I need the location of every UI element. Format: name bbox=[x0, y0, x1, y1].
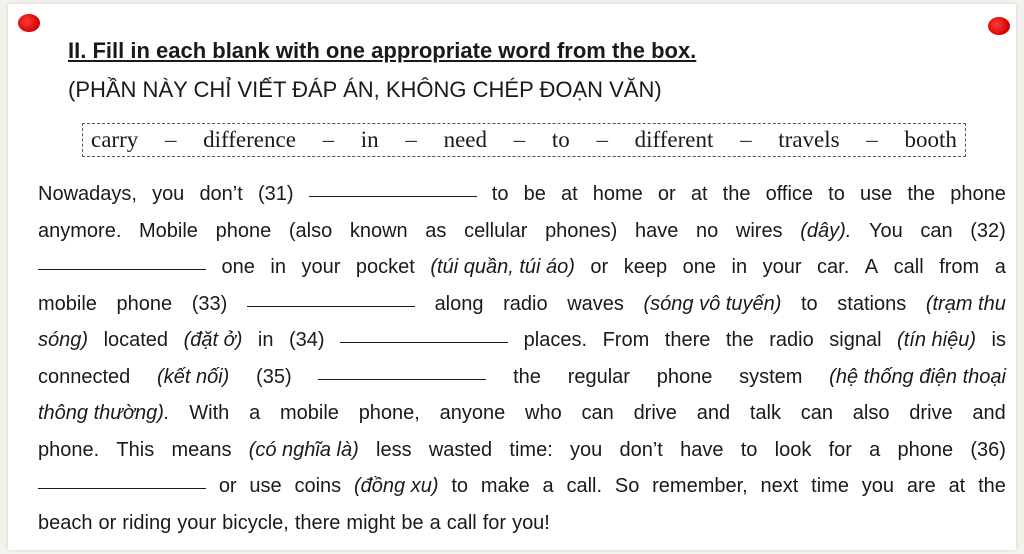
passage-word: beach bbox=[38, 511, 93, 534]
answer-blank[interactable] bbox=[309, 176, 477, 197]
passage-line bbox=[38, 432, 1006, 469]
vietnamese-gloss: (đặt ở) bbox=[183, 329, 243, 351]
passage-word: (31) bbox=[257, 183, 294, 205]
red-pin-icon bbox=[18, 14, 40, 32]
passage-word: coins bbox=[294, 475, 342, 497]
answer-blank[interactable] bbox=[318, 359, 486, 380]
passage-word: Mobile bbox=[139, 219, 198, 242]
passage-word: With bbox=[189, 402, 230, 424]
passage-word: (33) bbox=[191, 292, 228, 315]
passage-word: a bbox=[869, 438, 881, 461]
passage-word: A bbox=[864, 256, 879, 278]
passage-word: or bbox=[590, 256, 609, 278]
passage-word: don’t bbox=[199, 183, 243, 205]
passage-word: have bbox=[634, 219, 679, 242]
passage-word: cellular bbox=[464, 219, 528, 242]
word-option: travels bbox=[778, 127, 840, 152]
passage-word: look bbox=[774, 438, 812, 461]
vietnamese-gloss: (sóng vô tuyến) bbox=[643, 292, 782, 315]
vietnamese-gloss: (tín hiệu) bbox=[897, 329, 976, 351]
passage-word: one bbox=[221, 256, 255, 278]
passage-word: time bbox=[811, 475, 849, 497]
passage-word: radio bbox=[769, 329, 814, 351]
passage-word: phone. bbox=[38, 438, 100, 461]
passage-word: phones) bbox=[545, 219, 618, 242]
passage-word: phone, bbox=[358, 402, 420, 424]
passage-word: call. bbox=[566, 475, 603, 497]
word-option: in bbox=[360, 127, 379, 152]
passage-word: (35) bbox=[256, 365, 292, 388]
vietnamese-gloss: (dây). bbox=[800, 219, 852, 242]
passage-word: known bbox=[349, 219, 408, 242]
passage-word: remember, bbox=[652, 475, 748, 497]
passage-word: also bbox=[852, 402, 890, 424]
passage-word: to bbox=[828, 183, 845, 205]
word-option: carry bbox=[91, 127, 139, 152]
passage-word: the bbox=[978, 475, 1006, 497]
passage-word: anymore. bbox=[38, 219, 122, 242]
passage-word: or bbox=[218, 475, 237, 497]
passage-word: and bbox=[972, 402, 1006, 424]
vietnamese-gloss: (có nghĩa là) bbox=[248, 438, 359, 461]
vietnamese-gloss: (trạm thu bbox=[925, 292, 1006, 315]
vietnamese-gloss: (túi quần, túi áo) bbox=[430, 256, 575, 278]
passage-word: keep bbox=[623, 256, 668, 278]
passage-word: there bbox=[664, 329, 711, 351]
passage-word: for bbox=[828, 438, 852, 461]
passage-word: to bbox=[740, 438, 758, 461]
word-separator: – bbox=[740, 127, 752, 152]
passage-word: phone bbox=[897, 438, 954, 461]
passage-word: system bbox=[739, 365, 803, 388]
passage-line bbox=[38, 249, 1006, 286]
passage-word: time: bbox=[509, 438, 553, 461]
word-separator: – bbox=[513, 127, 526, 152]
passage-line bbox=[38, 286, 1006, 323]
word-option: need bbox=[443, 127, 487, 152]
passage-word: the bbox=[907, 183, 936, 205]
passage-text bbox=[38, 176, 1006, 541]
passage-line bbox=[38, 213, 1006, 250]
red-pin-icon bbox=[988, 17, 1010, 35]
passage-word: use bbox=[859, 183, 893, 205]
word-box bbox=[82, 123, 966, 157]
passage-word: means bbox=[171, 438, 232, 461]
word-separator: – bbox=[322, 127, 335, 152]
passage-word: regular bbox=[567, 365, 630, 388]
word-separator: – bbox=[596, 127, 608, 152]
passage-word: (32) bbox=[970, 219, 1006, 242]
passage-word: are bbox=[906, 475, 936, 497]
passage-word: or bbox=[657, 183, 676, 205]
passage-word: be bbox=[523, 183, 546, 205]
passage-word: places. bbox=[523, 329, 588, 351]
answer-blank[interactable] bbox=[247, 286, 415, 307]
passage-word: waves bbox=[567, 292, 624, 315]
passage-word: phone bbox=[950, 183, 1006, 205]
passage-word: or bbox=[98, 511, 117, 534]
passage-word: connected bbox=[38, 365, 131, 388]
passage-word: be bbox=[401, 511, 424, 534]
passage-word: can bbox=[800, 402, 834, 424]
vietnamese-gloss: (hệ thống điện thoại bbox=[829, 365, 1006, 388]
passage-word: you! bbox=[512, 511, 550, 534]
passage-word: riding bbox=[122, 511, 172, 534]
passage-word: drive bbox=[633, 402, 677, 424]
word-separator: – bbox=[405, 127, 417, 152]
passage-word: signal bbox=[829, 329, 882, 351]
passage-word: phone bbox=[215, 219, 272, 242]
vietnamese-gloss: sóng) bbox=[38, 329, 89, 351]
word-option: different bbox=[634, 127, 714, 152]
passage-word: your bbox=[177, 511, 217, 534]
passage-word: (also bbox=[288, 219, 333, 242]
passage-word: as bbox=[425, 219, 447, 242]
passage-line bbox=[38, 322, 1006, 359]
passage-word: less bbox=[376, 438, 412, 461]
passage-word: car. bbox=[817, 256, 850, 278]
passage-word: From bbox=[602, 329, 650, 351]
passage-line bbox=[38, 176, 1006, 213]
passage-word: from bbox=[939, 256, 980, 278]
passage-word: in bbox=[731, 256, 748, 278]
passage-word: you bbox=[570, 438, 603, 461]
passage-word: you bbox=[861, 475, 895, 497]
passage-word: anyone bbox=[439, 402, 506, 424]
passage-word: to bbox=[491, 183, 509, 205]
passage-word: home bbox=[592, 183, 643, 205]
passage-word: pocket bbox=[355, 256, 415, 278]
vietnamese-gloss: (đồng xu) bbox=[354, 475, 439, 497]
passage-word: call bbox=[446, 511, 477, 534]
passage-word: in bbox=[257, 329, 274, 351]
passage-word: radio bbox=[503, 292, 548, 315]
passage-word: no bbox=[696, 219, 719, 242]
passage-word: a bbox=[542, 475, 554, 497]
passage-word: talk bbox=[749, 402, 781, 424]
passage-word: use bbox=[249, 475, 282, 497]
answer-blank[interactable] bbox=[38, 249, 206, 270]
passage-word: have bbox=[680, 438, 724, 461]
passage-word: (34) bbox=[289, 329, 325, 351]
exercise-heading: II. Fill in each blank with one appropriate word from the box. bbox=[68, 38, 697, 63]
word-option: to bbox=[551, 127, 570, 152]
passage-word: there bbox=[294, 511, 341, 534]
passage-word: at bbox=[948, 475, 966, 497]
passage-word: wires bbox=[735, 219, 783, 242]
passage-word: can bbox=[920, 219, 953, 242]
passage-word: wasted bbox=[428, 438, 493, 461]
passage-word: phone bbox=[116, 292, 173, 315]
passage-line bbox=[38, 468, 1006, 505]
passage-word: bicycle, bbox=[222, 511, 289, 534]
passage-word: don’t bbox=[619, 438, 663, 461]
passage-word: can bbox=[581, 402, 614, 424]
passage-word: office bbox=[765, 183, 814, 205]
passage-word: located bbox=[103, 329, 169, 351]
passage-word: at bbox=[690, 183, 708, 205]
passage-word: is bbox=[991, 329, 1006, 351]
passage-word: mobile bbox=[38, 292, 97, 315]
passage-word: in bbox=[270, 256, 286, 278]
vietnamese-gloss: (kết nối) bbox=[157, 365, 230, 388]
passage-word: one bbox=[682, 256, 716, 278]
answer-blank[interactable] bbox=[340, 322, 508, 343]
passage-word: your bbox=[762, 256, 802, 278]
passage-word: your bbox=[301, 256, 341, 278]
word-separator: – bbox=[164, 127, 177, 152]
passage-word: to bbox=[451, 475, 468, 497]
passage-word: a bbox=[249, 402, 261, 424]
passage-word: the bbox=[725, 329, 754, 351]
exercise-instruction: (PHẦN NÀY CHỈ VIẾT ĐÁP ÁN, KHÔNG CHÉP ĐOẠN VĂN) bbox=[68, 77, 662, 102]
passage-word: along bbox=[434, 292, 484, 315]
word-separator: – bbox=[866, 127, 878, 152]
passage-word: stations bbox=[837, 292, 907, 315]
passage-word: This bbox=[116, 438, 155, 461]
vietnamese-gloss: thông thường). bbox=[38, 402, 170, 424]
worksheet-page bbox=[8, 4, 1016, 550]
passage-word: mobile bbox=[279, 402, 339, 424]
passage-word: Nowadays, bbox=[38, 183, 137, 205]
passage-word: and bbox=[696, 402, 731, 424]
passage-word: the bbox=[513, 365, 541, 388]
passage-word: (36) bbox=[970, 438, 1006, 461]
passage-word: the bbox=[722, 183, 751, 205]
passage-word: phone bbox=[656, 365, 713, 388]
passage-word: make bbox=[480, 475, 530, 497]
passage-word: next bbox=[760, 475, 799, 497]
answer-blank[interactable] bbox=[38, 468, 206, 489]
word-option: booth bbox=[904, 127, 957, 152]
passage-line bbox=[38, 505, 1006, 542]
passage-word: who bbox=[525, 402, 562, 424]
passage-word: drive bbox=[909, 402, 953, 424]
passage-word: a bbox=[429, 511, 441, 534]
passage-word: might bbox=[346, 511, 396, 534]
word-option: difference bbox=[203, 127, 296, 152]
passage-word: at bbox=[560, 183, 578, 205]
passage-word: a bbox=[994, 256, 1006, 278]
passage-word: So bbox=[614, 475, 640, 497]
passage-word: call bbox=[893, 256, 924, 278]
passage-word: you bbox=[152, 183, 185, 205]
passage-word: for bbox=[482, 511, 507, 534]
passage-line bbox=[38, 395, 1006, 432]
passage-word: to bbox=[800, 292, 818, 315]
passage-word: You bbox=[868, 219, 903, 242]
passage-line bbox=[38, 359, 1006, 396]
